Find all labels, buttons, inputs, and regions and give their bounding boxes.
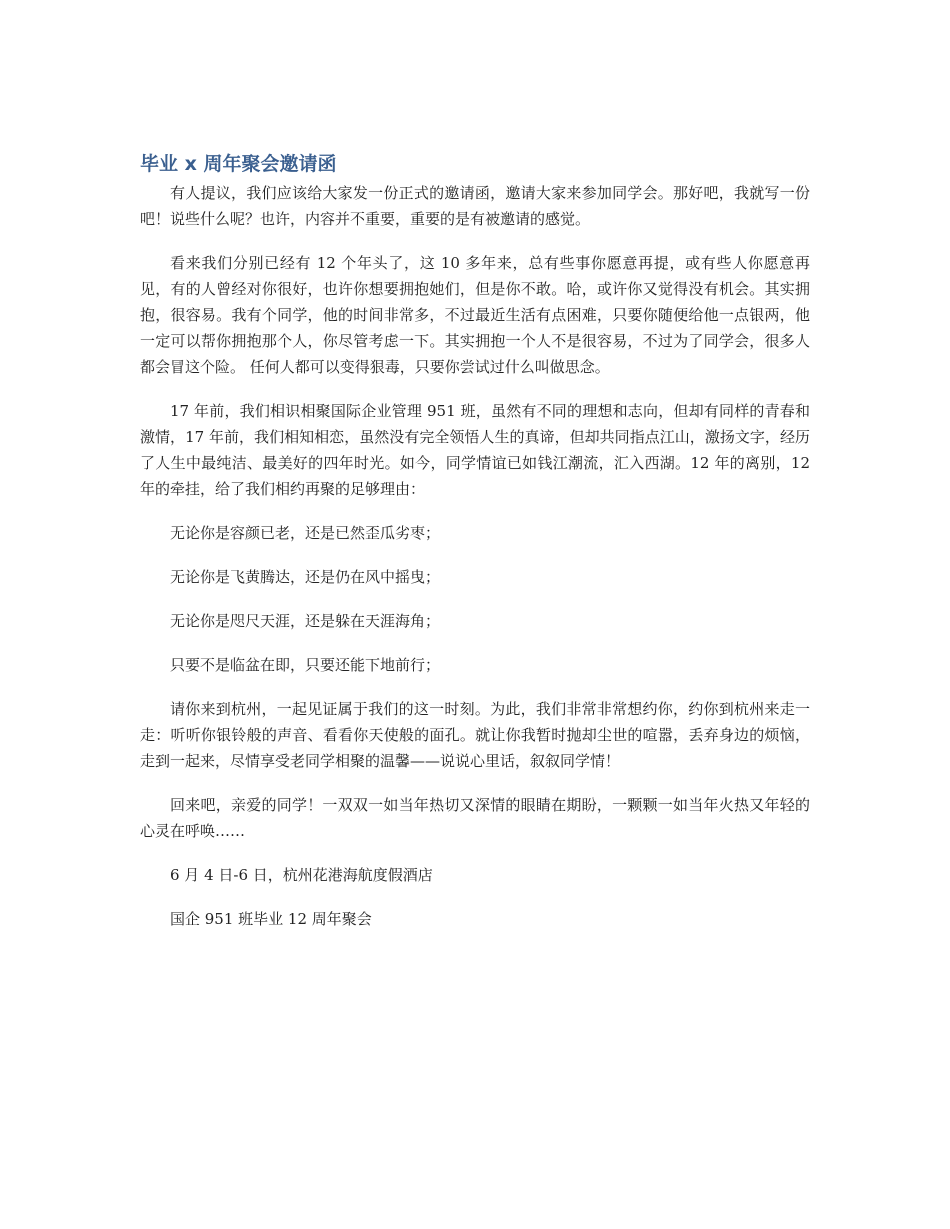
paragraph-signature: 国企 951 班毕业 12 周年聚会	[170, 910, 372, 928]
paragraph-verse-2: 无论你是飞黄腾达，还是仍在风中摇曳；	[170, 568, 441, 586]
paragraph-date-venue: 6 月 4 日-6 日，杭州花港海航度假酒店	[170, 866, 433, 884]
paragraph-call: 回来吧，亲爱的同学！一双双一如当年热切又深情的眼睛在期盼，一颗颗一如当年火热又年轻的心灵在呼唤……	[140, 796, 810, 840]
paragraph-history: 17 年前，我们相识相聚国际企业管理 951 班，虽然有不同的理想和志向，但却有同样的青春和激情，17 年前，我们相知相恋，虽然没有完全领悟人生的真谛，但却共同指点江山，激扬文字，经历了人生中最纯洁、最美好的四年时光。如今，同学情谊已如钱江潮流，汇入西湖。12 年的离别，12 年的牵挂，给了我们相约再聚的足够理由：	[140, 402, 810, 498]
document-title: 毕业 x 周年聚会邀请函	[140, 153, 337, 175]
paragraph-reminiscence: 看来我们分别已经有 12 个年头了，这 10 多年来，总有些事你愿意再提，或有些人你愿意再见，有的人曾经对你很好，也许你想要拥抱她们，但是你不敢。哈，或许你又觉得没有机会。其实拥抱，很容易。我有个同学，他的时间非常多，不过最近生活有点困难，只要你随便给他一点银两，他一定可以帮你拥抱那个人，你尽管考虑一下。其实拥抱一个人不是很容易，不过为了同学会，很多人都会冒这个险。 任何人都可以变得狠毒，只要你尝试过什么叫做思念。	[140, 254, 811, 376]
paragraph-invitation: 请你来到杭州，一起见证属于我们的这一时刻。为此，我们非常非常想约你，约你到杭州来走一走：听听你银铃般的声音、看看你天使般的面孔。就让你我暂时抛却尘世的喧嚣，丢弃身边的烦恼，走到一起来，尽情享受老同学相聚的温馨——说说心里话，叙叙同学情！	[140, 700, 810, 770]
paragraph-verse-4: 只要不是临盆在即，只要还能下地前行；	[170, 656, 441, 674]
document-body	[140, 150, 810, 950]
paragraph-verse-1: 无论你是容颜已老，还是已然歪瓜劣枣；	[170, 524, 441, 542]
paragraph-verse-3: 无论你是咫尺天涯，还是躲在天涯海角；	[170, 612, 441, 630]
paragraph-intro: 有人提议，我们应该给大家发一份正式的邀请函，邀请大家来参加同学会。那好吧，我就写一份吧！说些什么呢？也许，内容并不重要，重要的是有被邀请的感觉。	[140, 184, 810, 228]
